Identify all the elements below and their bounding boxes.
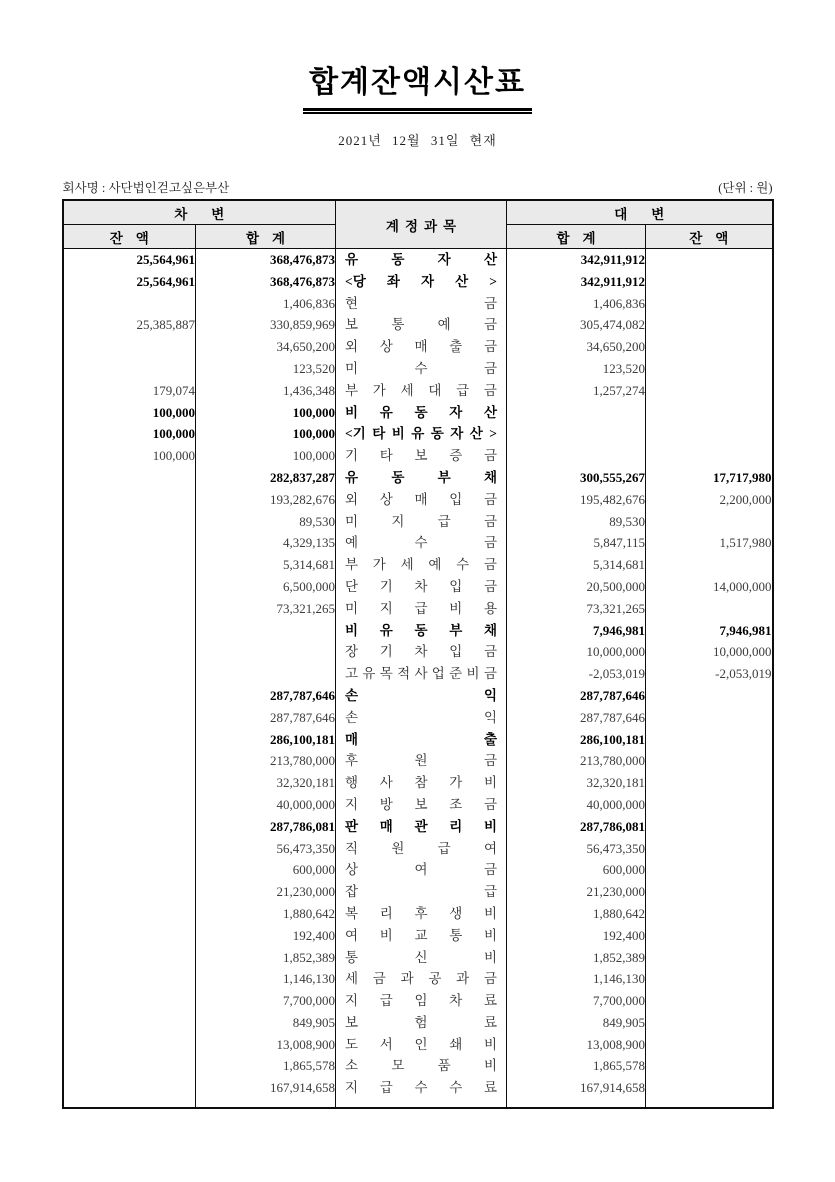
table-row	[63, 1055, 773, 1077]
table-row	[63, 903, 773, 925]
credit-total-cell: 21,230,000	[507, 881, 646, 903]
account-name-cell	[336, 598, 507, 620]
credit-total-cell: 213,780,000	[507, 750, 646, 772]
title-block	[0, 0, 835, 111]
account-name-cell	[336, 1077, 507, 1099]
debit-balance-cell	[63, 489, 196, 511]
debit-balance-cell: 25,385,887	[63, 314, 196, 336]
table-row	[63, 380, 773, 402]
account-name: 비 유 동 부 채	[345, 622, 497, 638]
credit-total-cell: 73,321,265	[507, 598, 646, 620]
credit-total-cell: 305,474,082	[507, 314, 646, 336]
table-row	[63, 925, 773, 947]
account-name: 판 매 관 리 비	[345, 818, 497, 834]
account-name: 보 험 료	[345, 1014, 497, 1030]
table-row	[63, 271, 773, 293]
table-header	[63, 200, 773, 249]
credit-balance-cell	[646, 1034, 773, 1056]
table-row	[63, 990, 773, 1012]
credit-total-cell: 1,146,130	[507, 968, 646, 990]
account-name: 복 리 후 생 비	[345, 905, 497, 921]
header-debit-group	[63, 200, 336, 225]
table-row	[63, 554, 773, 576]
account-name-cell	[336, 314, 507, 336]
company-name-label: 회사명 : 사단법인걷고싶은부산	[62, 181, 230, 195]
page-title: 합계잔액시산표	[303, 57, 532, 111]
table-body	[63, 249, 773, 1109]
debit-balance-cell: 100,000	[63, 423, 196, 445]
debit-balance-cell	[63, 336, 196, 358]
account-name: 기 타 보 증 금	[345, 448, 497, 464]
debit-total-cell: 167,914,658	[196, 1077, 336, 1099]
debit-total-cell: 56,473,350	[196, 838, 336, 860]
table-row	[63, 859, 773, 881]
table-row	[63, 641, 773, 663]
account-name-cell	[336, 838, 507, 860]
debit-total-cell: 32,320,181	[196, 772, 336, 794]
credit-total-cell: 1,406,836	[507, 293, 646, 315]
table-row	[63, 314, 773, 336]
credit-total-cell: 1,257,274	[507, 380, 646, 402]
credit-balance-cell	[646, 380, 773, 402]
debit-balance-cell: 25,564,961	[63, 249, 196, 271]
table-row	[63, 1077, 773, 1099]
debit-total-cell: 6,500,000	[196, 576, 336, 598]
account-name: <기 타 비 유 동 자 산 >	[345, 426, 497, 442]
debit-total-cell: 213,780,000	[196, 750, 336, 772]
account-name: 지 급 수 수 료	[345, 1080, 497, 1096]
credit-balance-cell	[646, 707, 773, 729]
debit-balance-cell	[63, 903, 196, 925]
credit-balance-cell	[646, 314, 773, 336]
credit-total-cell: 1,865,578	[507, 1055, 646, 1077]
credit-balance-cell	[646, 794, 773, 816]
table-row	[63, 685, 773, 707]
account-name: 비 유 동 자 산	[345, 404, 497, 420]
credit-balance-cell	[646, 685, 773, 707]
credit-total-cell: -2,053,019	[507, 663, 646, 685]
account-name: 외 상 매 출 금	[345, 339, 497, 355]
debit-balance-cell	[63, 554, 196, 576]
credit-balance-cell	[646, 271, 773, 293]
debit-balance-cell	[63, 816, 196, 838]
account-name-cell	[336, 707, 507, 729]
header-credit-group-label: 대변	[614, 206, 689, 222]
account-name-cell	[336, 641, 507, 663]
credit-balance-cell	[646, 729, 773, 751]
debit-total-cell: 40,000,000	[196, 794, 336, 816]
debit-balance-cell	[63, 729, 196, 751]
table-row	[63, 816, 773, 838]
meta-row	[63, 178, 773, 199]
debit-balance-cell	[63, 598, 196, 620]
debit-total-cell: 1,146,130	[196, 968, 336, 990]
credit-balance-cell	[646, 293, 773, 315]
table-row	[63, 729, 773, 751]
account-name-cell	[336, 990, 507, 1012]
account-name-cell	[336, 511, 507, 533]
debit-balance-cell	[63, 685, 196, 707]
account-name-cell	[336, 794, 507, 816]
account-name-cell	[336, 380, 507, 402]
debit-balance-cell	[63, 576, 196, 598]
account-name: <당 좌 자 산 >	[345, 273, 497, 289]
account-name: 부 가 세 예 수 금	[345, 557, 497, 573]
credit-balance-cell	[646, 750, 773, 772]
table-row	[63, 489, 773, 511]
credit-total-cell: 1,852,389	[507, 947, 646, 969]
debit-total-cell	[196, 620, 336, 642]
table-row	[63, 772, 773, 794]
account-name-cell	[336, 968, 507, 990]
table-bottom-spacer	[63, 1099, 773, 1108]
credit-balance-cell	[646, 990, 773, 1012]
account-name-cell	[336, 271, 507, 293]
debit-balance-cell	[63, 1012, 196, 1034]
credit-total-cell: 287,787,646	[507, 685, 646, 707]
debit-balance-cell	[63, 620, 196, 642]
debit-balance-cell: 100,000	[63, 402, 196, 424]
debit-balance-cell	[63, 1034, 196, 1056]
debit-total-cell: 100,000	[196, 445, 336, 467]
debit-total-cell: 287,787,646	[196, 685, 336, 707]
debit-total-cell: 193,282,676	[196, 489, 336, 511]
account-name-cell	[336, 358, 507, 380]
account-name-cell	[336, 576, 507, 598]
debit-balance-cell	[63, 358, 196, 380]
debit-balance-cell	[63, 794, 196, 816]
credit-balance-cell: 2,200,000	[646, 489, 773, 511]
debit-total-cell: 100,000	[196, 402, 336, 424]
credit-balance-cell: -2,053,019	[646, 663, 773, 685]
account-name: 미 지 급 금	[345, 513, 497, 529]
credit-total-cell: 600,000	[507, 859, 646, 881]
debit-total-cell: 89,530	[196, 511, 336, 533]
account-name-cell	[336, 402, 507, 424]
debit-balance-cell	[63, 532, 196, 554]
credit-balance-cell: 17,717,980	[646, 467, 773, 489]
account-name: 소 모 품 비	[345, 1058, 497, 1074]
credit-balance-cell	[646, 838, 773, 860]
table-row	[63, 249, 773, 271]
credit-total-cell: 7,946,981	[507, 620, 646, 642]
table-row	[63, 750, 773, 772]
debit-total-cell: 1,436,348	[196, 380, 336, 402]
account-name: 단 기 차 입 금	[345, 578, 497, 594]
account-name: 예 수 금	[345, 535, 497, 551]
debit-total-cell: 21,230,000	[196, 881, 336, 903]
account-name-cell	[336, 903, 507, 925]
debit-total-cell: 73,321,265	[196, 598, 336, 620]
table-row	[63, 402, 773, 424]
as-of-date: 2021년 12월 31일 현재	[338, 133, 497, 148]
header-credit-total	[507, 225, 646, 249]
debit-total-cell: 5,314,681	[196, 554, 336, 576]
header-account	[336, 200, 507, 249]
header-credit-balance	[646, 225, 773, 249]
debit-total-cell: 1,865,578	[196, 1055, 336, 1077]
account-name-cell	[336, 881, 507, 903]
table-row	[63, 358, 773, 380]
credit-total-cell: 10,000,000	[507, 641, 646, 663]
account-name: 현 금	[345, 295, 497, 311]
credit-total-cell: 7,700,000	[507, 990, 646, 1012]
debit-total-cell: 286,100,181	[196, 729, 336, 751]
debit-total-cell: 4,329,135	[196, 532, 336, 554]
credit-balance-cell	[646, 947, 773, 969]
table-row	[63, 1012, 773, 1034]
credit-total-cell: 1,880,642	[507, 903, 646, 925]
account-name: 여 비 교 통 비	[345, 927, 497, 943]
debit-total-cell: 13,008,900	[196, 1034, 336, 1056]
debit-total-cell: 330,859,969	[196, 314, 336, 336]
account-name-cell	[336, 1055, 507, 1077]
debit-balance-cell	[63, 838, 196, 860]
table-row	[63, 532, 773, 554]
debit-balance-cell	[63, 511, 196, 533]
account-name: 손 익	[345, 687, 497, 703]
debit-balance-cell	[63, 707, 196, 729]
account-name-cell	[336, 554, 507, 576]
debit-total-cell: 123,520	[196, 358, 336, 380]
credit-total-cell: 286,100,181	[507, 729, 646, 751]
credit-balance-cell	[646, 1077, 773, 1099]
credit-balance-cell: 7,946,981	[646, 620, 773, 642]
credit-total-cell: 342,911,912	[507, 271, 646, 293]
debit-balance-cell	[63, 663, 196, 685]
account-name: 상 여 금	[345, 862, 497, 878]
credit-balance-cell: 1,517,980	[646, 532, 773, 554]
table-row	[63, 511, 773, 533]
credit-total-cell: 40,000,000	[507, 794, 646, 816]
debit-total-cell	[196, 663, 336, 685]
account-name-cell	[336, 859, 507, 881]
debit-total-cell: 368,476,873	[196, 249, 336, 271]
account-name-cell	[336, 925, 507, 947]
account-name-cell	[336, 750, 507, 772]
account-name: 도 서 인 쇄 비	[345, 1036, 497, 1052]
credit-balance-cell	[646, 859, 773, 881]
credit-balance-cell: 10,000,000	[646, 641, 773, 663]
table-row	[63, 707, 773, 729]
table-row	[63, 881, 773, 903]
debit-balance-cell	[63, 467, 196, 489]
debit-balance-cell	[63, 925, 196, 947]
account-name: 손 익	[345, 709, 497, 725]
account-name: 부 가 세 대 급 금	[345, 382, 497, 398]
debit-balance-cell: 100,000	[63, 445, 196, 467]
header-credit-group	[507, 200, 773, 225]
table-row	[63, 1034, 773, 1056]
credit-balance-cell	[646, 336, 773, 358]
account-name: 지 급 임 차 료	[345, 993, 497, 1009]
credit-balance-cell	[646, 1012, 773, 1034]
debit-total-cell: 100,000	[196, 423, 336, 445]
debit-balance-cell	[63, 641, 196, 663]
credit-total-cell: 32,320,181	[507, 772, 646, 794]
credit-total-cell: 56,473,350	[507, 838, 646, 860]
header-debit-group-label: 차변	[174, 206, 249, 222]
debit-total-cell	[196, 641, 336, 663]
table-row	[63, 968, 773, 990]
credit-balance-cell	[646, 554, 773, 576]
debit-balance-cell	[63, 859, 196, 881]
credit-balance-cell	[646, 402, 773, 424]
trial-balance-table	[62, 199, 774, 1109]
account-name: 유 동 부 채	[345, 469, 497, 485]
account-name: 직 원 급 여	[345, 840, 497, 856]
credit-total-cell: 123,520	[507, 358, 646, 380]
account-name-cell	[336, 1034, 507, 1056]
account-name-cell	[336, 620, 507, 642]
table-row	[63, 598, 773, 620]
account-name-cell	[336, 947, 507, 969]
credit-total-cell: 287,786,081	[507, 816, 646, 838]
unit-label: (단위 : 원)	[718, 181, 773, 195]
debit-balance-cell: 179,074	[63, 380, 196, 402]
credit-balance-cell	[646, 511, 773, 533]
debit-total-cell: 1,880,642	[196, 903, 336, 925]
credit-balance-cell	[646, 598, 773, 620]
account-name: 외 상 매 입 금	[345, 491, 497, 507]
account-name-cell	[336, 1012, 507, 1034]
credit-total-cell: 287,787,646	[507, 707, 646, 729]
credit-total-cell	[507, 423, 646, 445]
credit-balance-cell	[646, 772, 773, 794]
account-name: 장 기 차 입 금	[345, 644, 497, 660]
debit-total-cell: 34,650,200	[196, 336, 336, 358]
account-name-cell	[336, 816, 507, 838]
account-name-cell	[336, 467, 507, 489]
credit-balance-cell	[646, 423, 773, 445]
credit-total-cell	[507, 402, 646, 424]
credit-balance-cell	[646, 249, 773, 271]
account-name-cell	[336, 293, 507, 315]
credit-total-cell: 192,400	[507, 925, 646, 947]
account-name: 미 수 금	[345, 360, 497, 376]
debit-balance-cell	[63, 947, 196, 969]
debit-total-cell: 1,852,389	[196, 947, 336, 969]
credit-balance-cell	[646, 903, 773, 925]
credit-total-cell: 34,650,200	[507, 336, 646, 358]
credit-total-cell: 5,847,115	[507, 532, 646, 554]
credit-balance-cell: 14,000,000	[646, 576, 773, 598]
credit-total-cell: 5,314,681	[507, 554, 646, 576]
credit-balance-cell	[646, 925, 773, 947]
table-row	[63, 620, 773, 642]
credit-total-cell	[507, 445, 646, 467]
header-credit-total-label: 합계	[556, 230, 609, 246]
credit-total-cell: 195,482,676	[507, 489, 646, 511]
debit-total-cell: 600,000	[196, 859, 336, 881]
credit-balance-cell	[646, 445, 773, 467]
credit-total-cell: 300,555,267	[507, 467, 646, 489]
debit-total-cell: 282,837,287	[196, 467, 336, 489]
account-name: 통 신 비	[345, 949, 497, 965]
account-name-cell	[336, 423, 507, 445]
debit-balance-cell	[63, 772, 196, 794]
account-name: 세 금 과 공 과 금	[345, 971, 497, 987]
account-name-cell	[336, 336, 507, 358]
account-name-cell	[336, 685, 507, 707]
table-row	[63, 336, 773, 358]
debit-balance-cell	[63, 1077, 196, 1099]
debit-balance-cell	[63, 750, 196, 772]
credit-total-cell: 13,008,900	[507, 1034, 646, 1056]
debit-total-cell: 192,400	[196, 925, 336, 947]
credit-total-cell: 20,500,000	[507, 576, 646, 598]
account-name-cell	[336, 249, 507, 271]
account-name-cell	[336, 729, 507, 751]
account-name: 미 지 급 비 용	[345, 600, 497, 616]
credit-total-cell: 89,530	[507, 511, 646, 533]
account-name: 행 사 참 가 비	[345, 775, 497, 791]
account-name-cell	[336, 663, 507, 685]
header-credit-balance-label: 잔액	[689, 230, 742, 246]
account-name: 잡 급	[345, 884, 497, 900]
account-name: 유 동 자 산	[345, 252, 497, 267]
table-row	[63, 423, 773, 445]
credit-total-cell: 342,911,912	[507, 249, 646, 271]
credit-total-cell: 849,905	[507, 1012, 646, 1034]
header-debit-total-label: 합계	[245, 230, 299, 246]
debit-total-cell: 849,905	[196, 1012, 336, 1034]
account-name: 매 출	[345, 731, 497, 747]
credit-total-cell: 167,914,658	[507, 1077, 646, 1099]
credit-balance-cell	[646, 358, 773, 380]
account-name-cell	[336, 445, 507, 467]
account-name: 지 방 보 조 금	[345, 796, 497, 812]
debit-total-cell: 287,787,646	[196, 707, 336, 729]
credit-balance-cell	[646, 816, 773, 838]
debit-total-cell: 287,786,081	[196, 816, 336, 838]
table-row	[63, 445, 773, 467]
account-name-cell	[336, 489, 507, 511]
debit-balance-cell	[63, 881, 196, 903]
debit-total-cell: 7,700,000	[196, 990, 336, 1012]
header-account-label: 계정과목	[385, 218, 463, 234]
debit-balance-cell: 25,564,961	[63, 271, 196, 293]
table-row	[63, 838, 773, 860]
credit-balance-cell	[646, 968, 773, 990]
header-debit-balance-label: 잔액	[109, 230, 162, 246]
credit-balance-cell	[646, 1055, 773, 1077]
debit-total-cell: 368,476,873	[196, 271, 336, 293]
header-debit-balance	[63, 225, 196, 249]
account-name: 후 원 금	[345, 753, 497, 769]
account-name: 고 유 목 적 사 업 준 비 금	[345, 666, 497, 682]
table-row	[63, 293, 773, 315]
debit-balance-cell	[63, 990, 196, 1012]
debit-balance-cell	[63, 968, 196, 990]
table-row	[63, 467, 773, 489]
account-name-cell	[336, 772, 507, 794]
debit-balance-cell	[63, 293, 196, 315]
debit-balance-cell	[63, 1055, 196, 1077]
table-row	[63, 576, 773, 598]
account-name: 보 통 예 금	[345, 317, 497, 333]
debit-total-cell: 1,406,836	[196, 293, 336, 315]
table-row	[63, 794, 773, 816]
header-debit-total	[196, 225, 336, 249]
credit-balance-cell	[646, 881, 773, 903]
account-name-cell	[336, 532, 507, 554]
table-row	[63, 947, 773, 969]
table-row	[63, 663, 773, 685]
